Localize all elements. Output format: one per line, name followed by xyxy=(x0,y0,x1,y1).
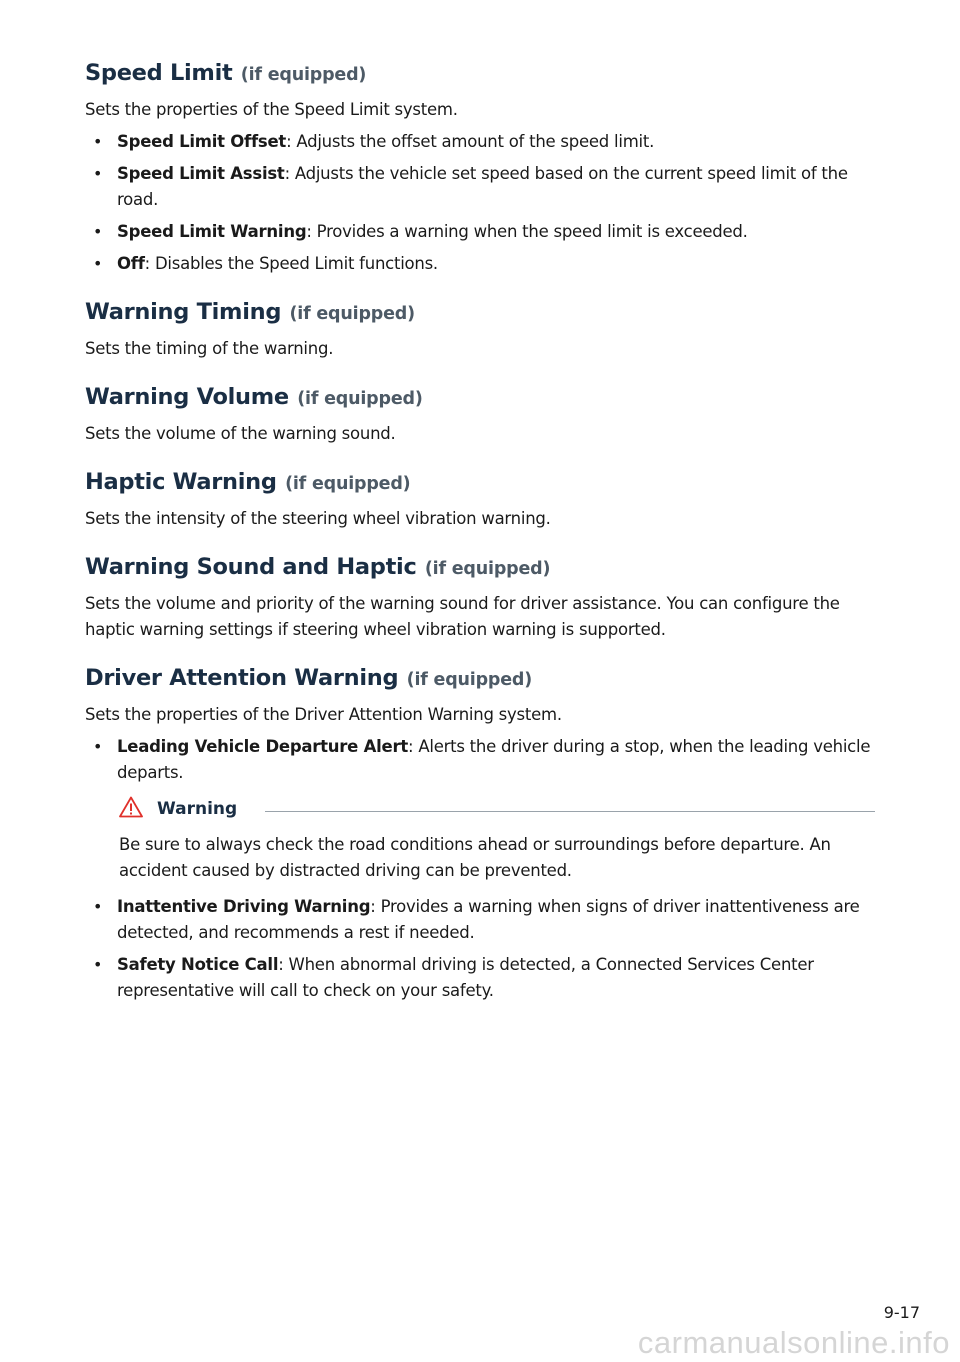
section-title: Warning Sound and Haptic xyxy=(85,554,417,580)
section-title: Warning Volume xyxy=(85,384,289,410)
item-text: : Disables the Speed Limit functions. xyxy=(144,254,438,273)
equipped-note: (if equipped) xyxy=(406,670,533,690)
page-number: 9-17 xyxy=(883,1303,920,1322)
section-title: Warning Timing xyxy=(85,299,282,325)
bullet: • xyxy=(93,132,103,151)
section-description: Sets the volume of the warning sound. xyxy=(85,424,396,443)
equipped-note: (if equipped) xyxy=(285,474,411,494)
bullet: • xyxy=(93,254,103,273)
item-term: Speed Limit Assist xyxy=(117,164,285,183)
divider xyxy=(265,811,875,812)
section-title: Driver Attention Warning xyxy=(85,665,399,691)
bullet: • xyxy=(93,955,103,974)
section-description: Sets the properties of the Driver Attention Warning system. xyxy=(85,705,562,724)
section-title: Speed Limit xyxy=(85,60,233,86)
section-heading xyxy=(85,467,875,496)
item-term: Speed Limit Offset xyxy=(117,132,287,151)
section-description: Sets the timing of the warning. xyxy=(85,339,334,358)
section-haptic-warning xyxy=(85,467,875,532)
section-warning-timing xyxy=(85,297,875,362)
item-text: : Provides a warning when signs of driver inattentiveness are detected, and recommends a rest if needed. xyxy=(117,897,860,942)
bullet: • xyxy=(93,897,103,916)
list-item xyxy=(85,734,875,786)
warning-header xyxy=(119,796,875,822)
item-term: Safety Notice Call xyxy=(117,955,279,974)
section-heading xyxy=(85,58,875,87)
section-description: Sets the intensity of the steering wheel vibration warning. xyxy=(85,509,551,528)
item-term: Speed Limit Warning xyxy=(117,222,307,241)
option-list xyxy=(85,734,875,786)
warning-text: Be sure to always check the road conditions ahead or surroundings before departure. An accident caused by distracted driving can be prevented. xyxy=(119,835,831,880)
option-list xyxy=(85,129,875,277)
warning-callout xyxy=(119,796,875,884)
section-heading xyxy=(85,552,875,581)
section-heading xyxy=(85,663,875,692)
section-heading xyxy=(85,297,875,326)
item-term: Off xyxy=(117,254,145,273)
item-text: : Alerts the driver during a stop, when the leading vehicle departs. xyxy=(117,737,871,782)
section-description: Sets the properties of the Speed Limit system. xyxy=(85,100,458,119)
equipped-note: (if equipped) xyxy=(297,389,423,409)
list-item xyxy=(85,129,875,155)
item-text: : Provides a warning when the speed limit is exceeded. xyxy=(306,222,748,241)
watermark: carmanualsonline.info xyxy=(637,1325,950,1360)
bullet: • xyxy=(93,164,103,183)
item-text: : When abnormal driving is detected, a Connected Services Center representative will call to check on your safety. xyxy=(117,955,814,1000)
equipped-note: (if equipped) xyxy=(289,304,415,324)
item-term: Leading Vehicle Departure Alert xyxy=(117,737,409,756)
list-item xyxy=(85,894,875,946)
list-item xyxy=(85,219,875,245)
bullet: • xyxy=(93,222,103,241)
option-list xyxy=(85,894,875,1004)
section-warning-volume xyxy=(85,382,875,447)
list-item xyxy=(85,161,875,213)
warning-label: Warning xyxy=(157,799,238,819)
section-heading xyxy=(85,382,875,411)
section-driver-attention-warning xyxy=(85,663,875,1004)
equipped-note: (if equipped) xyxy=(424,559,551,579)
item-term: Inattentive Driving Warning xyxy=(117,897,371,916)
section-speed-limit xyxy=(85,58,875,277)
bullet: • xyxy=(93,737,103,756)
document-page xyxy=(85,58,875,1024)
warning-triangle-icon xyxy=(119,796,157,822)
list-item xyxy=(85,251,875,277)
equipped-note: (if equipped) xyxy=(240,65,367,85)
list-item xyxy=(85,952,875,1004)
item-text: : Adjusts the offset amount of the speed limit. xyxy=(286,132,655,151)
section-description: Sets the volume and priority of the warning sound for driver assistance. You can configure the haptic warning settings if steering wheel vibration warning is supported. xyxy=(85,594,840,639)
item-text: : Adjusts the vehicle set speed based on the current speed limit of the road. xyxy=(117,164,848,209)
section-title: Haptic Warning xyxy=(85,469,277,495)
section-warning-sound-haptic xyxy=(85,552,875,643)
